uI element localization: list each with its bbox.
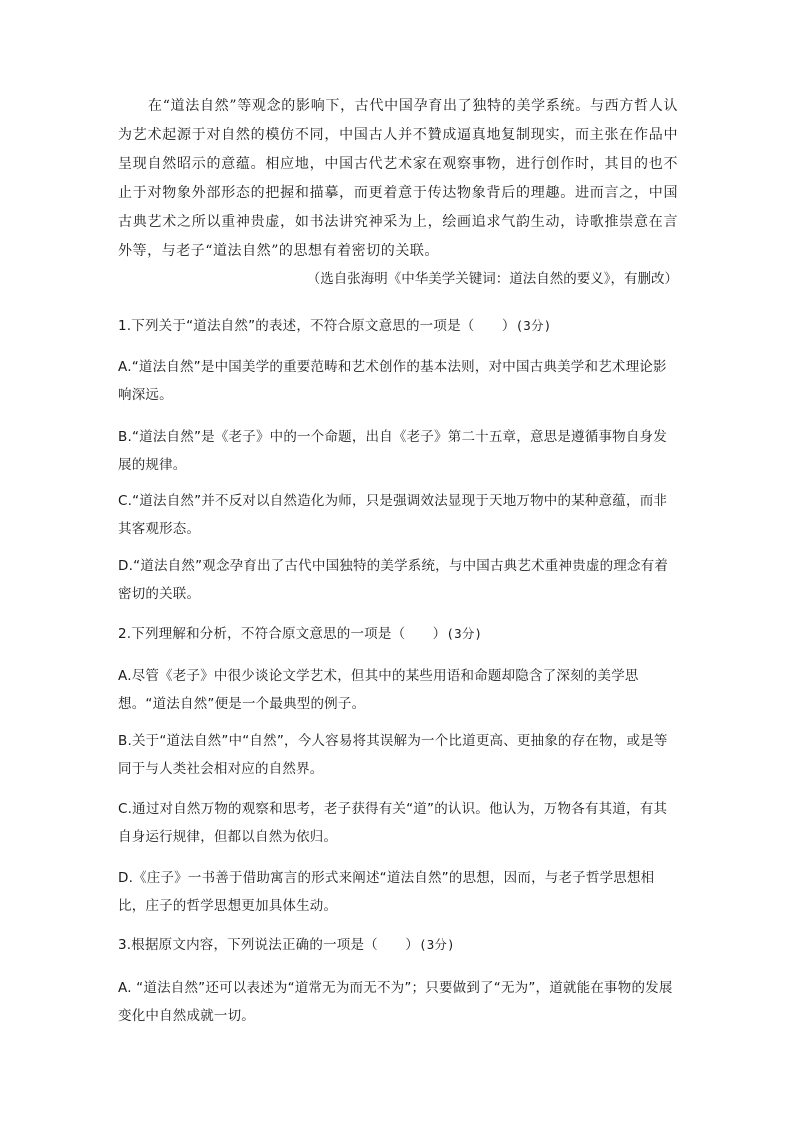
- question-1-option-b: B.“道法自然”是《老子》中的一个命题，出自《老子》第二十五章，意思是遵循事物自身发展的规律。: [118, 429, 667, 473]
- question-1-option-d: D.“道法自然”观念孕育出了古代中国独特的美学系统，与中国古典艺术重神贵虚的理念有着密切的关联。: [118, 558, 669, 602]
- question-3-stem: 3.根据原文内容，下列说法正确的一项是（ ）(3分): [118, 937, 455, 953]
- passage-paragraph: 在“道法自然”等观念的影响下，古代中国孕育出了独特的美学系统。与西方哲人认为艺术起源于对自然的模仿不同，中国古人并不贊成逼真地复制现实，而主张在作品中呈现自然昭示的意蕴。相应地，中国古代艺术家在观察事物，进行创作时，其目的也不止于对物象外部形态的把握和描摹，而更着意于传达物象背后的理趣。进而言之，中国古典艺术之所以重神贵虚，如书法讲究神采为上，绘画追求气韵生动，诗歌推崇意在言外等，与老子“道法自然”的思想有着密切的关联。: [118, 98, 678, 259]
- question-2-option-d: D.《庄子》一书善于借助寓言的形式来阐述“道法自然”的思想，因而，与老子哲学思想相比，庄子的哲学思想更加具体生动。: [118, 870, 655, 914]
- question-3-score: (3分): [418, 937, 455, 952]
- question-2-score: (3分): [446, 626, 483, 641]
- question-1-score: (3分): [515, 318, 552, 333]
- question-2-option-b: B.关于“道法自然”中“自然”，今人容易将其误解为一个比道更高、更抽象的存在物，或是等同于与人类社会相对应的自然界。: [118, 733, 668, 777]
- question-3-option-a: A. “道法自然”还可以表述为“道常无为而无不为”；只要做到了“无为”，道就能在事物的发展变化中自然成就一切。: [118, 980, 673, 1024]
- question-2-option-a: A.尽管《老子》中很少谈论文学艺术，但其中的某些用语和命题却隐含了深刻的美学思想。“道法自然”便是一个最典型的例子。: [118, 668, 639, 712]
- source-citation: （选自张海明《中华美学关键词：道法自然的要义》，有删改）: [306, 271, 678, 287]
- question-2-stem: 2.下列理解和分析，不符合原文意思的一项是（ ）(3分): [118, 626, 483, 642]
- question-1-option-c: C.“道法自然”并不反对以自然造化为师，只是强调效法显现于天地万物中的某种意蕴，而非其客观形态。: [118, 493, 668, 537]
- question-1-option-a: A.“道法自然”是中国美学的重要范畴和艺术创作的基本法则，对中国古典美学和艺术理论影响深远。: [118, 359, 667, 403]
- question-2-option-c: C.通过对自然万物的观察和思考，老子获得有关“道”的认识。他认为，万物各有其道，有其自身运行规律，但都以自然为依归。: [118, 801, 668, 845]
- question-1-stem: 1.下列关于“道法自然”的表述，不符合原文意思的一项是（ ）(3分): [118, 318, 552, 334]
